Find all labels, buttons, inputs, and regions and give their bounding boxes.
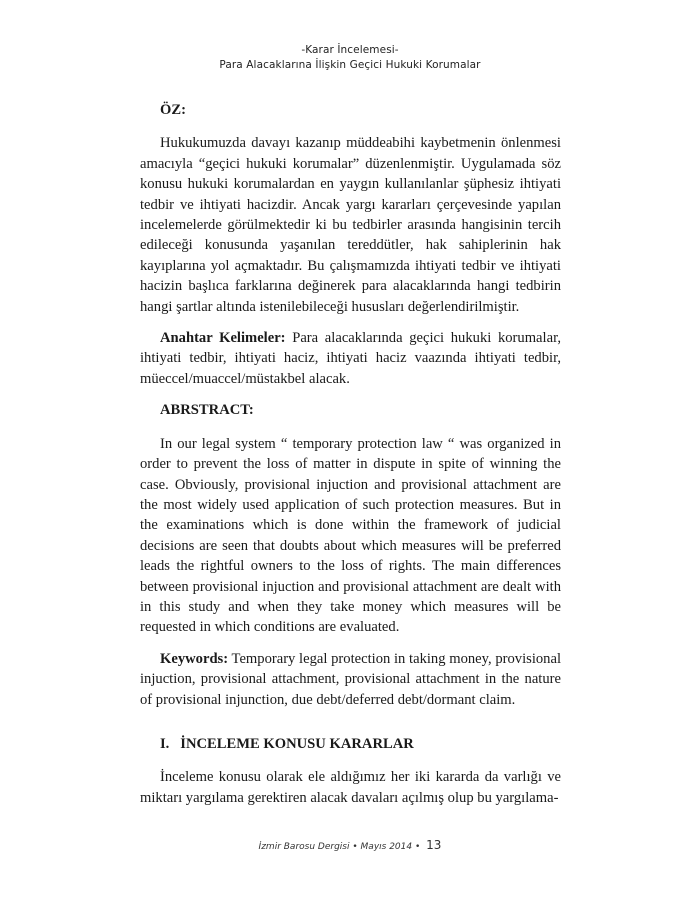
keywords-tr-label: Anahtar Kelimeler: xyxy=(160,330,286,347)
running-head-title: -Karar İncelemesi- xyxy=(301,44,399,56)
oz-heading: ÖZ: xyxy=(160,102,186,118)
footer-date: Mayıs 2014 xyxy=(360,842,413,852)
abstract-heading: ABRSTRACT: xyxy=(160,402,254,419)
section-1-heading: I. İNCELEME KONUSU KARARLAR xyxy=(160,735,414,752)
page-number: 13 xyxy=(426,838,442,852)
article-body xyxy=(140,100,561,808)
oz-paragraph: Hukukumuzda davayı kazanıp müddeabihi kaybetmenin önlenmesi amacıyla “geçici hukuki korumalar” düzenlenmiştir. Uygulamada söz konusu hukuki korumalardan en yaygın kullanılanlar şüphesiz ihtiyati tedbir ve ihtiyati hacizdir. Ancak yargı kararları çerçevesinde yapılan incelemelerde görülmektedir ki bu tedbirler arasında hangisinin tercih edileceği konusunda yaşanılan tereddütler, hak sahiplerinin hak kayıplarına yol açmaktadır. Bu çalışmamızda ihtiyati tedbir ve ihtiyati hacizin başlıca farklarına değinerek para alacaklarında hangi tedbirin hangi şartlar altında istenilebileceği hususları değerlendirilmiştir. xyxy=(140,135,561,315)
page-footer xyxy=(0,838,700,852)
footer-journal: İzmir Barosu Dergisi xyxy=(258,842,350,852)
running-head-subtitle: Para Alacaklarına İlişkin Geçici Hukuki Korumalar xyxy=(219,59,481,71)
abstract-paragraph: In our legal system “ temporary protection law “ was organized in order to prevent the loss of matter in dispute in spite of winning the case. Obviously, provisional injuction and provisional attachment are the most widely used application of such protection measures. But in the examinations which is done within the framework of judicial decisions are seen that doubts about which measures will be preferred leads the rightful owners to the loss of rights. The main differences between provisional injuction and provisional attachment are dealt with in this study and when they take money which measures will be requested in which conditions are evaluated. xyxy=(140,435,561,636)
keywords-tr-text: Para alacaklarında geçici hukuki korumalar, ihtiyati tedbir, ihtiyati haciz, ihtiyati haciz vaazında ihtiyati tedbir, müeccel/muaccel/müstakbel alacak. xyxy=(140,330,561,387)
footer-bullet-1: • xyxy=(352,842,358,852)
footer-bullet-2: • xyxy=(414,842,421,852)
keywords-tr-paragraph xyxy=(140,328,561,389)
keywords-en-label: Keywords: xyxy=(160,650,229,667)
keywords-en-paragraph xyxy=(140,649,561,710)
section-1-paragraph: İnceleme konusu olarak ele aldığımız her iki kararda da varlığı ve miktarı yargılama gerektiren alacak davaları açılmış olup bu yargılama- xyxy=(140,769,561,806)
keywords-en-text: Temporary legal protection in taking money, provisional injuction, provisional attachment, provisional attachment in the nature of provisional injunction, due debt/deferred debt/dormant claim. xyxy=(140,650,561,708)
